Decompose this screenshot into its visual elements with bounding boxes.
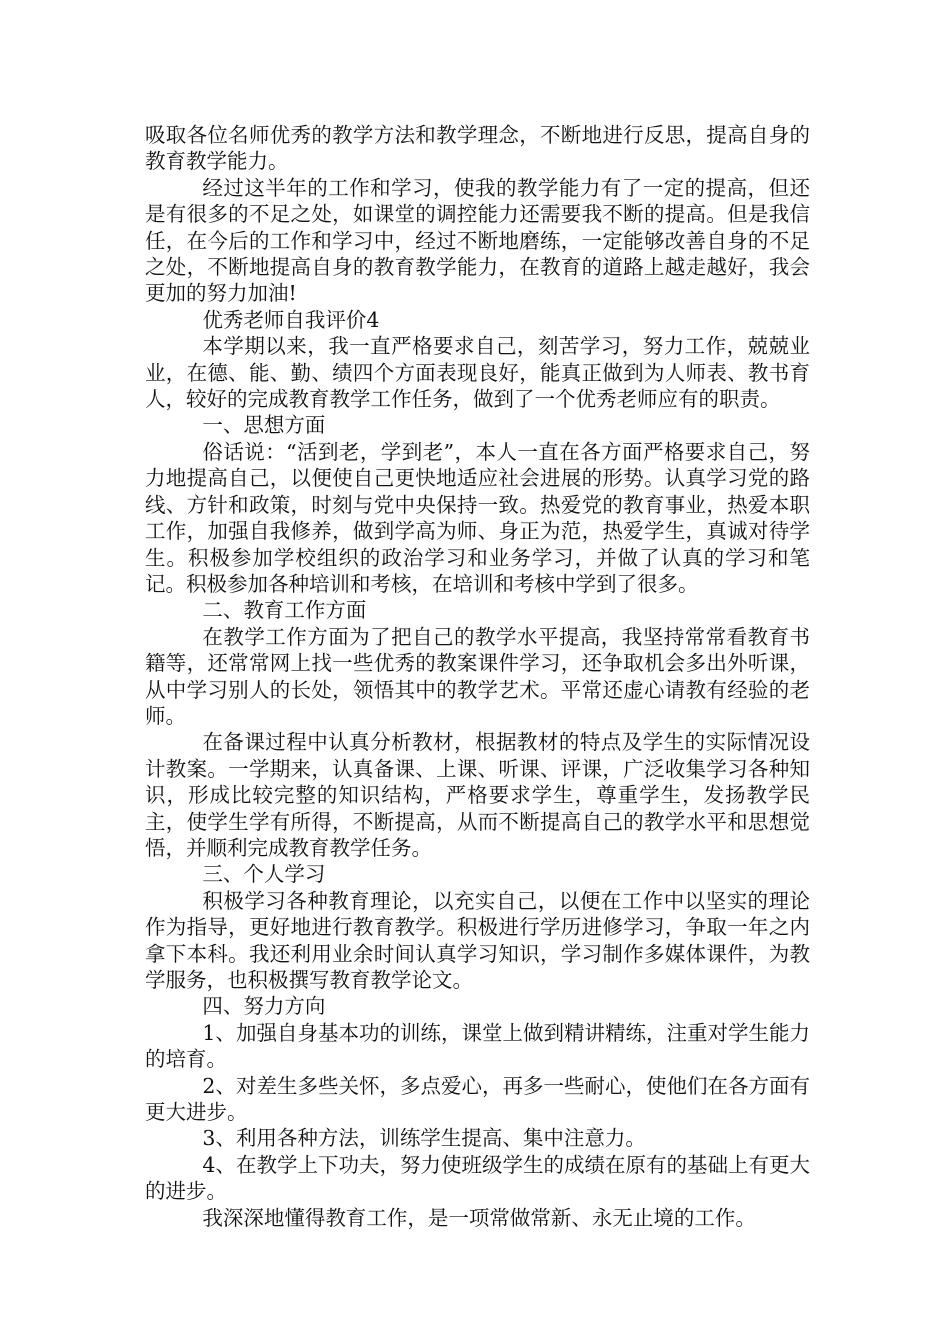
paragraph: 积极学习各种教育理论，以充实自己，以便在工作中以坚实的理论作为指导，更好地进行教育教学。积极进行学历进修学习，争取一年之内拿下本科。我还利用业余时间认真学习知识，学习制作多媒体课件，为教学服务，也积极撰写教育教学论文。 — [145, 888, 810, 992]
paragraph: 2、对差生多些关怀，多点爱心，再多一些耐心，使他们在各方面有更大进步。 — [145, 1073, 810, 1125]
paragraph: 吸取各位名师优秀的教学方法和教学理念，不断地进行反思，提高自身的教育教学能力。 — [145, 123, 810, 174]
paragraph: 四、努力方向 — [202, 994, 326, 1019]
document-body — [145, 122, 810, 1231]
paragraph: 本学期以来，我一直严格要求自己，刻苦学习，努力工作，兢兢业业，在德、能、勤、绩四个方面表现良好，能真正做到为人师表、教书育人，较好的完成教育教学工作任务，做到了一个优秀老师应有的职责。 — [145, 334, 810, 412]
paragraph: 4、在教学上下功夫，努力使班级学生的成绩在原有的基础上有更大的进步。 — [145, 1152, 810, 1204]
paragraph: 二、教育工作方面 — [202, 598, 367, 623]
paragraph: 一、思想方面 — [202, 413, 326, 438]
paragraph: 优秀老师自我评价4 — [202, 307, 380, 332]
paragraph: 在备课过程中认真分析教材，根据教材的特点及学生的实际情况设计教案。一学期来，认真备课、上课、听课、评课，广泛收集学习各种知识，形成比较完整的知识结构，严格要求学生，尊重学生，发扬教学民主，使学生学有所得，不断提高，从而不断提高自己的教学水平和思想觉悟，并顺利完成教育教学任务。 — [145, 730, 810, 860]
paragraph: 三、个人学习 — [202, 862, 326, 887]
paragraph: 经过这半年的工作和学习，使我的教学能力有了一定的提高，但还是有很多的不足之处，如课堂的调控能力还需要我不断的提高。但是我信任，在今后的工作和学习中，经过不断地磨练，一定能够改善自身的不足之处，不断地提高自身的教育教学能力，在教育的道路上越走越好，我会更加的努力加油! — [145, 175, 810, 306]
paragraph: 我深深地懂得教育工作，是一项常做常新、永无止境的工作。 — [202, 1205, 756, 1230]
paragraph: 在教学工作方面为了把自己的教学水平提高，我坚持常常看教育书籍等，还常常网上找一些优秀的教案课件学习，还争取机会多出外听课，从中学习别人的长处，领悟其中的教学艺术。平常还虚心请教有经验的老师。 — [145, 624, 810, 728]
paragraph: 1、加强自身基本功的训练，课堂上做到精讲精练，注重对学生能力的培育。 — [145, 1020, 810, 1072]
paragraph: 俗话说：“活到老，学到老”，本人一直在各方面严格要求自己，努力地提高自己，以便使自己更快地适应社会进展的形势。认真学习党的路线、方针和政策，时刻与党中央保持一致。热爱党的教育事业，热爱本职工作，加强自我修养，做到学高为师、身正为范，热爱学生，真诚对待学生。积极参加学校组织的政治学习和业务学习，并做了认真的学习和笔记。积极参加各种培训和考核，在培训和考核中学到了很多。 — [145, 439, 810, 596]
paragraph: 3、利用各种方法，训练学生提高、集中注意力。 — [202, 1126, 646, 1151]
